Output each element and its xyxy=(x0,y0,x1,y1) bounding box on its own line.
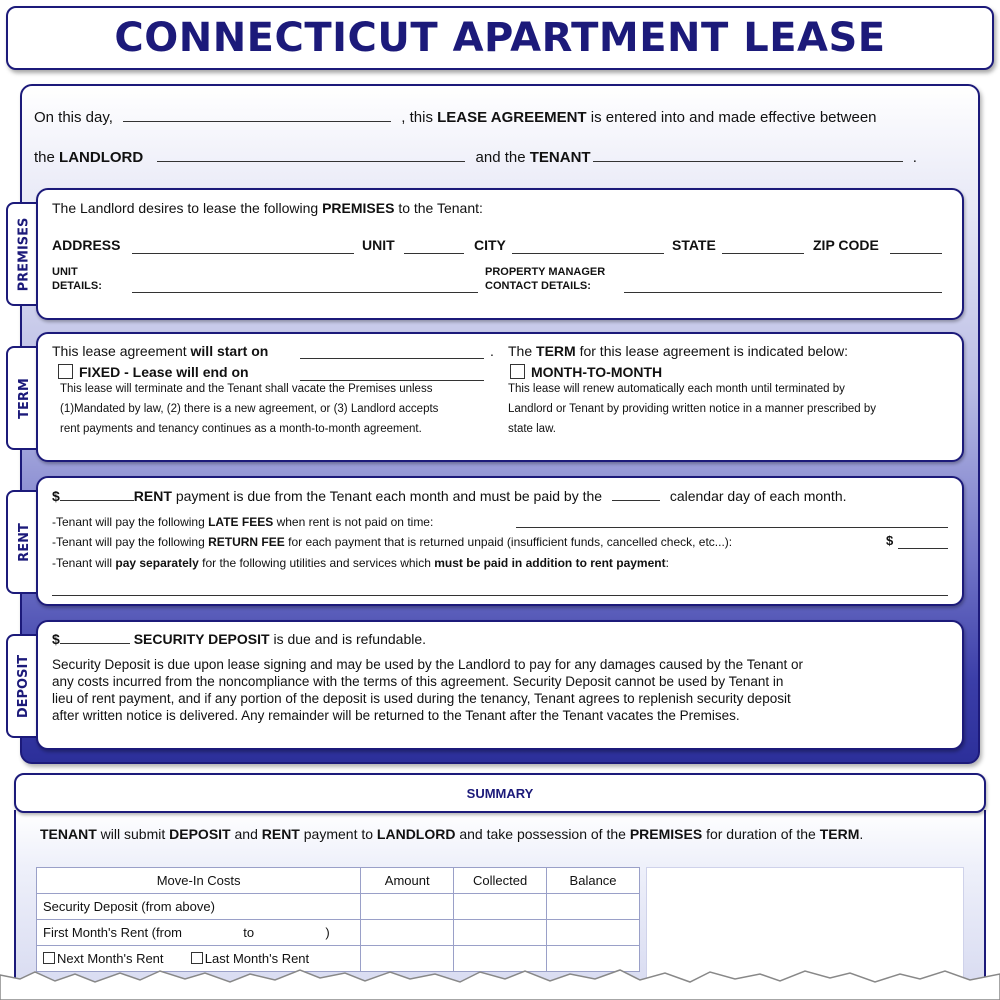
premises-desire-post: to the Tenant: xyxy=(398,200,483,216)
summary-term: TERM xyxy=(819,826,860,842)
table-row xyxy=(37,920,640,946)
deposit-amount-field[interactable] xyxy=(60,630,130,644)
rent-day-field[interactable] xyxy=(612,487,660,501)
row-security-deposit: Security Deposit (from above) xyxy=(37,894,361,920)
deposit-bold: SECURITY DEPOSIT xyxy=(133,631,270,647)
utilities-field[interactable] xyxy=(52,595,948,596)
summary-premises: PREMISES xyxy=(629,826,703,842)
intro-line-2 xyxy=(34,148,917,166)
fixed-desc-3: rent payments and tenancy continues as a month-to-month agreement. xyxy=(60,423,422,435)
term-start-bold: will start on xyxy=(190,343,269,359)
late-bold: LATE FEES xyxy=(208,515,274,529)
page-title: CONNECTICUT APARTMENT LEASE xyxy=(114,15,886,61)
tab-premises-label: PREMISES xyxy=(16,217,32,291)
fixed-desc-1: This lease will terminate and the Tenant shall vacate the Premises unless xyxy=(60,383,433,395)
summary-t3: payment to xyxy=(303,826,374,842)
summary-landlord: LANDLORD xyxy=(376,826,456,842)
city-field[interactable] xyxy=(512,253,664,254)
return-fee-field[interactable] xyxy=(898,548,948,549)
return-post: for each payment that is returned unpaid (insufficient funds, cancelled check, etc...): xyxy=(288,535,733,549)
late-pre: -Tenant will pay the following xyxy=(52,515,205,529)
cell-balance[interactable] xyxy=(547,894,640,920)
intro-on-this-day: On this day, xyxy=(34,109,113,126)
intro-and-the: and the xyxy=(475,149,526,166)
summary-t5: for duration of the xyxy=(706,826,816,842)
summary-statement xyxy=(40,826,863,842)
state-field[interactable] xyxy=(722,253,804,254)
premises-desire xyxy=(52,200,483,216)
late-fees-line xyxy=(52,515,433,529)
summary-header xyxy=(14,773,986,813)
col-balance: Balance xyxy=(547,868,640,894)
term-start xyxy=(52,343,268,359)
intro-entered: is entered into and made effective between xyxy=(590,109,877,126)
col-amount: Amount xyxy=(361,868,454,894)
return-bold: RETURN FEE xyxy=(208,535,285,549)
intro-tenant: TENANT xyxy=(529,149,591,166)
summary-tenant: TENANT xyxy=(40,826,97,842)
title-bar xyxy=(6,6,994,70)
intro-the: the xyxy=(34,149,55,166)
summary-t2: and xyxy=(234,826,258,842)
mtm-label: MONTH-TO-MONTH xyxy=(531,364,663,380)
unit-field[interactable] xyxy=(404,253,464,254)
deposit-para-4: after written notice is delivered. Any remainder will be returned to the Tenant after the Tenant vacates the Premises. xyxy=(52,708,740,723)
fixed-desc-2: (1)Mandated by law, (2) there is a new agreement, or (3) Landlord accepts xyxy=(60,403,439,415)
summary-t6: . xyxy=(859,826,864,842)
cell-collected[interactable] xyxy=(454,920,547,946)
return-pre: -Tenant will pay the following xyxy=(52,535,205,549)
pm-line-1: PROPERTY MANAGER xyxy=(485,266,606,278)
address-field[interactable] xyxy=(132,253,354,254)
summary-t4: and take possession of the xyxy=(459,826,626,842)
late-fees-field[interactable] xyxy=(516,527,948,528)
tenant-name-field[interactable] xyxy=(593,148,903,162)
tab-rent-label: RENT xyxy=(16,522,32,562)
first-month-from: First Month's Rent (from xyxy=(43,925,183,940)
deposit-para-1: Security Deposit is due upon lease signing and may be used by the Landlord to pay for any damages caused by the Tenant or xyxy=(52,657,803,672)
first-month-to: to xyxy=(243,925,255,940)
property-manager-label xyxy=(485,265,605,293)
term-indicated-post: for this lease agreement is indicated below: xyxy=(579,343,849,359)
util-end: : xyxy=(665,556,669,570)
intro-landlord: LANDLORD xyxy=(59,149,144,166)
pm-line-2: CONTACT DETAILS: xyxy=(485,280,591,292)
rent-bold: RENT xyxy=(133,488,172,504)
deposit-para-3: lieu of rent payment, and if any portion of the deposit is used during the tenancy, Tenant agrees to replenish security deposit xyxy=(52,691,791,706)
address-label: ADDRESS xyxy=(52,237,121,253)
unit-label: UNIT xyxy=(362,237,395,253)
unit-details-field[interactable] xyxy=(132,292,478,293)
fixed-checkbox[interactable] xyxy=(58,364,73,379)
summary-rent: RENT xyxy=(261,826,300,842)
rent-dollar: $ xyxy=(52,488,60,504)
mtm-desc-1: This lease will renew automatically each month until terminated by xyxy=(508,383,845,395)
util-bold-2: must be paid in addition to rent payment xyxy=(434,556,666,570)
start-date-field[interactable] xyxy=(300,358,484,359)
return-dollar: $ xyxy=(886,533,894,548)
property-manager-field[interactable] xyxy=(624,292,942,293)
city-label: CITY xyxy=(474,237,506,253)
deposit-para-2: any costs incurred from the noncompliance with the terms of this agreement. Security Deposit cannot be used by Tenant in xyxy=(52,674,784,689)
col-move-in-costs: Move-In Costs xyxy=(37,868,361,894)
util-bold-1: pay separately xyxy=(115,556,199,570)
row-first-month-rent xyxy=(37,920,361,946)
rent-amount-field[interactable] xyxy=(60,487,134,501)
first-month-close: ) xyxy=(325,925,330,940)
mtm-desc-2: Landlord or Tenant by providing written notice in a manner prescribed by xyxy=(508,403,876,415)
landlord-name-field[interactable] xyxy=(157,148,465,162)
unit-details-line-2: DETAILS: xyxy=(52,280,102,292)
col-collected: Collected xyxy=(454,868,547,894)
intro-this: , this xyxy=(401,109,433,126)
cell-amount[interactable] xyxy=(361,894,454,920)
cell-collected[interactable] xyxy=(454,894,547,920)
rent-post: payment is due from the Tenant each month and must be paid by the xyxy=(175,488,603,504)
premises-desire-bold: PREMISES xyxy=(322,200,395,216)
cell-balance[interactable] xyxy=(547,920,640,946)
deposit-dollar: $ xyxy=(52,631,60,647)
intro-lease-agreement: LEASE AGREEMENT xyxy=(437,109,587,126)
term-indicated xyxy=(508,343,848,359)
term-indicated-pre: The xyxy=(508,343,533,359)
tab-deposit-label: DEPOSIT xyxy=(16,654,32,718)
tab-rent xyxy=(6,490,40,594)
mtm-checkbox[interactable] xyxy=(510,364,525,379)
table-row xyxy=(37,894,640,920)
torn-edge-graphic xyxy=(0,955,1000,1000)
rent-end: calendar day of each month. xyxy=(669,488,847,504)
cell-amount[interactable] xyxy=(361,920,454,946)
late-post: when rent is not paid on time: xyxy=(276,515,434,529)
mtm-option xyxy=(510,364,662,380)
return-fee-line xyxy=(52,535,732,549)
unit-details-line-1: UNIT xyxy=(52,266,78,278)
tab-term-label: TERM xyxy=(16,377,32,419)
util-pre: -Tenant will xyxy=(52,556,113,570)
fixed-option xyxy=(58,364,249,380)
util-mid: for the following utilities and services which xyxy=(202,556,431,570)
summary-title: SUMMARY xyxy=(466,785,534,801)
term-indicated-bold: TERM xyxy=(536,343,576,359)
fixed-label: FIXED - Lease will end on xyxy=(79,364,249,380)
zip-label: ZIP CODE xyxy=(813,237,879,253)
term-start-pre: This lease agreement xyxy=(52,343,187,359)
intro-line-1 xyxy=(34,108,877,126)
tab-premises xyxy=(6,202,40,306)
summary-t1: will submit xyxy=(100,826,166,842)
tab-deposit xyxy=(6,634,40,738)
last-month-label: Last Month's Rent xyxy=(204,951,310,966)
zip-field[interactable] xyxy=(890,253,942,254)
mtm-desc-3: state law. xyxy=(508,423,556,435)
next-month-label: Next Month's Rent xyxy=(57,951,164,966)
utilities-line xyxy=(52,556,669,570)
tab-term xyxy=(6,346,40,450)
state-label: STATE xyxy=(672,237,716,253)
date-field[interactable] xyxy=(123,108,391,122)
deposit-post: is due and is refundable. xyxy=(273,631,427,647)
end-date-field[interactable] xyxy=(300,380,484,381)
intro-period: . xyxy=(912,149,917,166)
term-start-period: . xyxy=(490,343,494,359)
rent-line xyxy=(52,487,847,504)
summary-deposit: DEPOSIT xyxy=(169,826,231,842)
premises-desire-pre: The Landlord desires to lease the following xyxy=(52,200,319,216)
deposit-line xyxy=(52,630,426,647)
table-header-row xyxy=(37,868,640,894)
unit-details-label xyxy=(52,265,102,293)
